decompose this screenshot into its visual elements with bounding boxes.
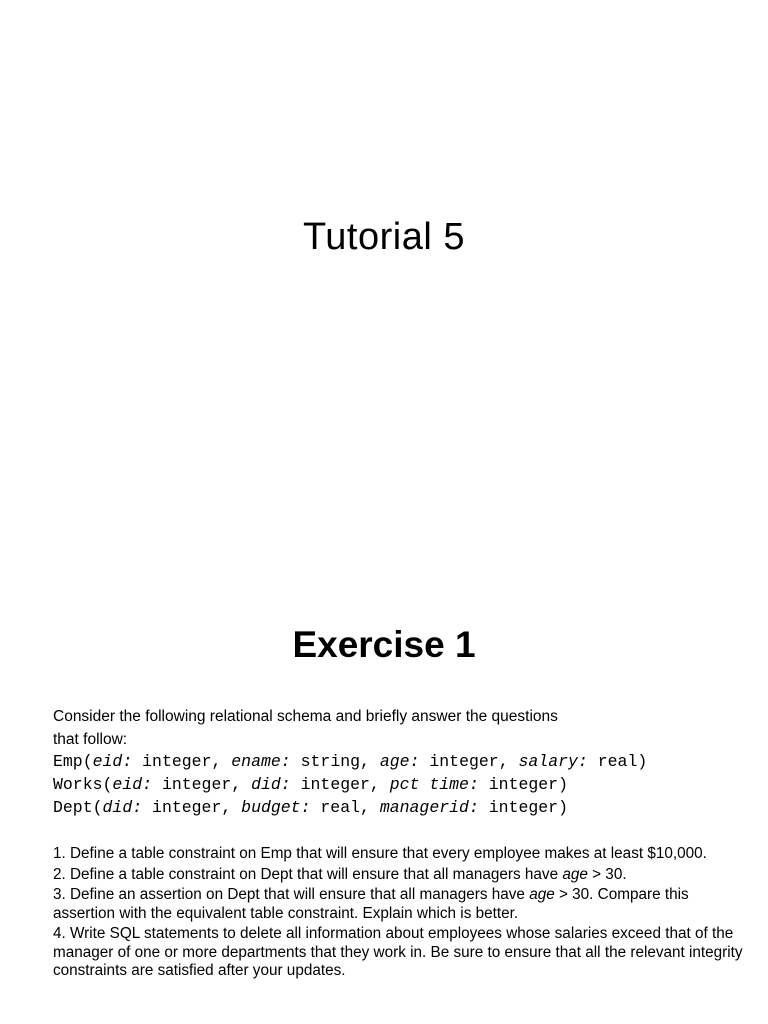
- attribute-name: managerid: [379, 798, 469, 817]
- question-item: [53, 845, 753, 864]
- attribute-type: integer: [152, 798, 222, 817]
- attribute-type: integer: [300, 775, 370, 794]
- question-text: 2. Define a table constraint on Dept that will ensure that all managers have: [53, 865, 563, 883]
- exercise-title: Exercise 1: [292, 624, 476, 665]
- attribute-colon: :: [280, 775, 291, 794]
- table-name: Emp: [53, 752, 83, 771]
- schema-row: Emp(eid: integer, ename: string, age: integer, salary: real): [53, 752, 648, 771]
- attribute-name: eid: [92, 752, 123, 771]
- attribute-colon: :: [280, 752, 291, 771]
- intro-line: that follow:: [53, 731, 128, 748]
- attribute-name: pct time: [389, 775, 469, 794]
- slide-title: Tutorial 5: [303, 216, 465, 258]
- attribute-type: integer: [161, 775, 232, 794]
- question-item: [53, 886, 753, 923]
- question-emphasis: age: [529, 886, 555, 903]
- question-emphasis: age: [562, 865, 588, 883]
- attribute-name: budget: [241, 798, 301, 817]
- attribute-colon: :: [468, 798, 479, 817]
- question-item: [53, 866, 753, 885]
- attribute-colon: :: [142, 775, 153, 794]
- attribute-name: did: [102, 798, 133, 817]
- attribute-colon: :: [122, 752, 133, 771]
- attribute-name: ename: [231, 752, 281, 771]
- question-text: > 30. Compare this assertion with the equivalent table constraint. Explain which is better.: [53, 886, 689, 922]
- attribute-type: integer: [488, 798, 559, 817]
- relational-schema: [53, 750, 647, 819]
- intro-line: Consider the following relational schema and briefly answer the questions: [53, 708, 558, 725]
- attribute-colon: :: [132, 798, 143, 817]
- attribute-type: real: [320, 798, 361, 817]
- schema-row: Works(eid: integer, did: integer, pct time: integer): [53, 775, 568, 794]
- attribute-colon: :: [468, 775, 479, 794]
- attribute-name: age: [379, 752, 410, 771]
- question-text: 3. Define an assertion on Dept that will ensure that all managers have: [53, 886, 530, 903]
- question-text: 1. Define a table constraint on Emp that will ensure that every employee makes at least $10,000.: [53, 845, 707, 862]
- slide-exercise: [0, 512, 768, 1024]
- attribute-colon: :: [577, 752, 588, 771]
- question-list: [53, 845, 753, 983]
- attribute-type: string: [300, 752, 361, 771]
- table-name: Works: [53, 775, 103, 794]
- attribute-type: integer: [488, 775, 559, 794]
- question-item: [53, 925, 753, 981]
- attribute-type: integer: [429, 752, 499, 771]
- attribute-colon: :: [409, 752, 420, 771]
- intro-text: [53, 705, 743, 751]
- schema-row: Dept(did: integer, budget: real, managerid: integer): [53, 798, 568, 817]
- attribute-name: did: [251, 775, 281, 794]
- question-text: > 30.: [587, 865, 627, 883]
- attribute-name: salary: [518, 752, 578, 771]
- question-text: 4. Write SQL statements to delete all information about employees whose salaries exceed that of the manager of one or more departments that they work in. Be sure to ensure that all the relevant integrity constraints are satisfied after your updates.: [53, 925, 743, 979]
- attribute-type: integer: [142, 752, 212, 771]
- attribute-colon: :: [300, 798, 311, 817]
- attribute-type: real: [597, 752, 638, 771]
- table-name: Dept: [53, 798, 93, 817]
- attribute-name: eid: [112, 775, 143, 794]
